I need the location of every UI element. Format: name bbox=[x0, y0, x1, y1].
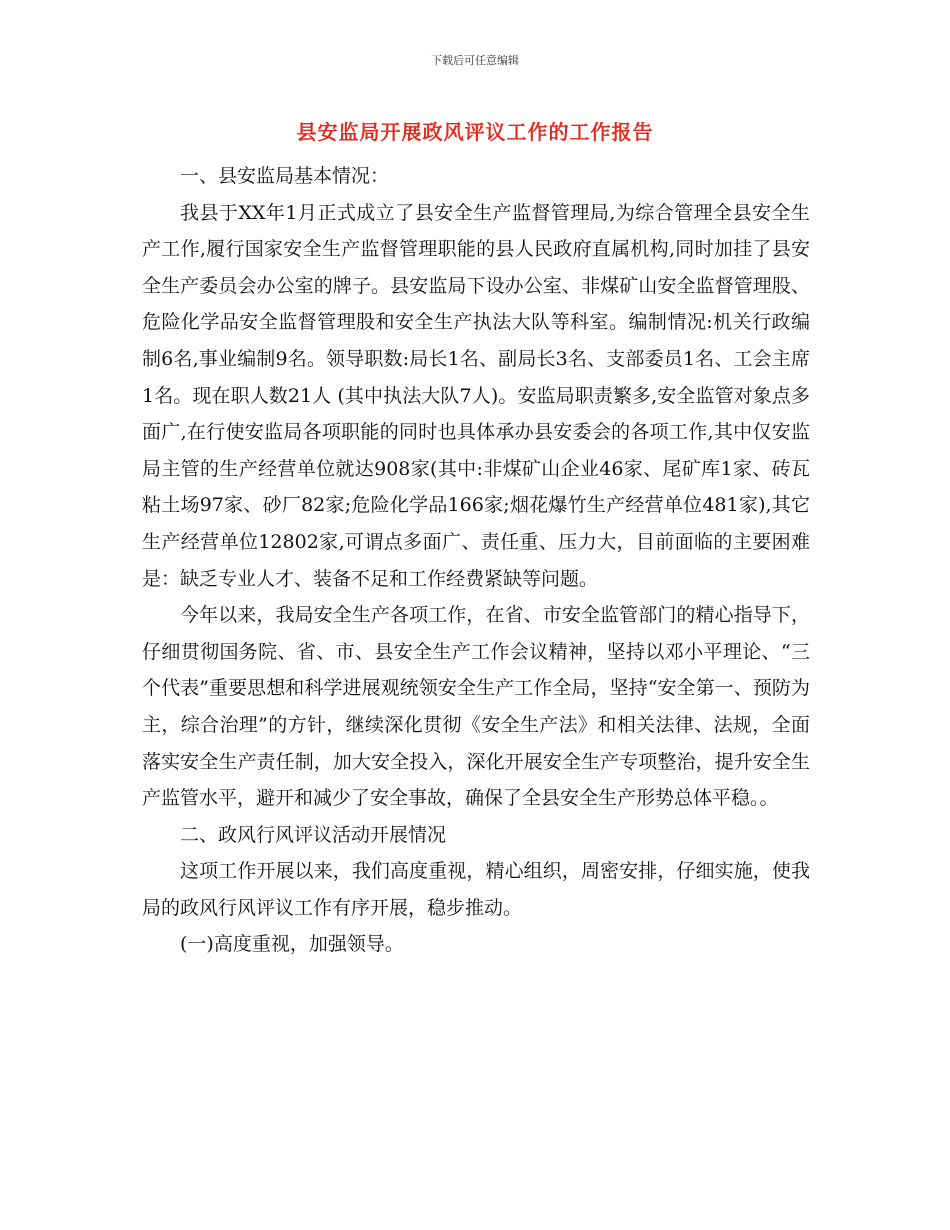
section-heading-2: 二、政风行风评议活动开展情况 bbox=[180, 823, 447, 846]
subsection-heading-1: (一)高度重视，加强领导。 bbox=[180, 933, 404, 956]
paragraph-3: 这项工作开展以来，我们高度重视，精心组织，周密安排，仔细实施，使我局的政风行风评议工作有序开展，稳步推动。 bbox=[142, 860, 810, 919]
paragraph-1: 我县于XX年1月正式成立了县安全生产监督管理局,为综合管理全县安全生产工作,履行国家安全生产监督管理职能的县人民政府直属机构,同时加挂了县安全生产委员会办公室的牌子。县安监局下设办公室、非煤矿山安全监督管理股、危险化学品安全监督管理股和安全生产执法大队等科室。编制情况:机关行政编制6名,事业编制9名。领导职数:局长1名、副局长3名、支部委员1名、工会主席1名。现在职人数21人 (其中执法大队7人)。安监局职责繁多,安全监管对象点多面广,在行使安监局各项职能的同时也具体承办县安委会的各项工作,其中仅安监局主管的生产经营单位就达908家(其中:非煤矿山企业46家、尾矿库1家、砖瓦粘土场97家、砂厂82家;危险化学品166家;烟花爆竹生产经营单位481家),其它生产经营单位12802家,可谓点多面广、责任重、压力大，目前面临的主要困难是：缺乏专业人才、装备不足和工作经费紧缺等问题。 bbox=[142, 201, 810, 590]
paragraph-2: 今年以来，我局安全生产各项工作，在省、市安全监管部门的精心指导下，仔细贯彻国务院、省、市、县安全生产工作会议精神，坚持以邓小平理论、“三个代表”重要思想和科学进展观统领安全生产工作全局，坚持“安全第一、预防为主，综合治理”的方针，继续深化贯彻《安全生产法》和相关法律、法规，全面落实安全生产责任制，加大安全投入，深化开展安全生产专项整治，提升安全生产监管水平，避开和减少了安全事故，确保了全县安全生产形势总体平稳。。 bbox=[142, 604, 810, 810]
document-title: 县安监局开展政风评议工作的工作报告 bbox=[296, 120, 654, 144]
document-body bbox=[142, 158, 810, 963]
section-heading-1: 一、县安监局基本情况： bbox=[180, 165, 390, 187]
header-note: 下载后可任意编辑 bbox=[431, 54, 519, 67]
